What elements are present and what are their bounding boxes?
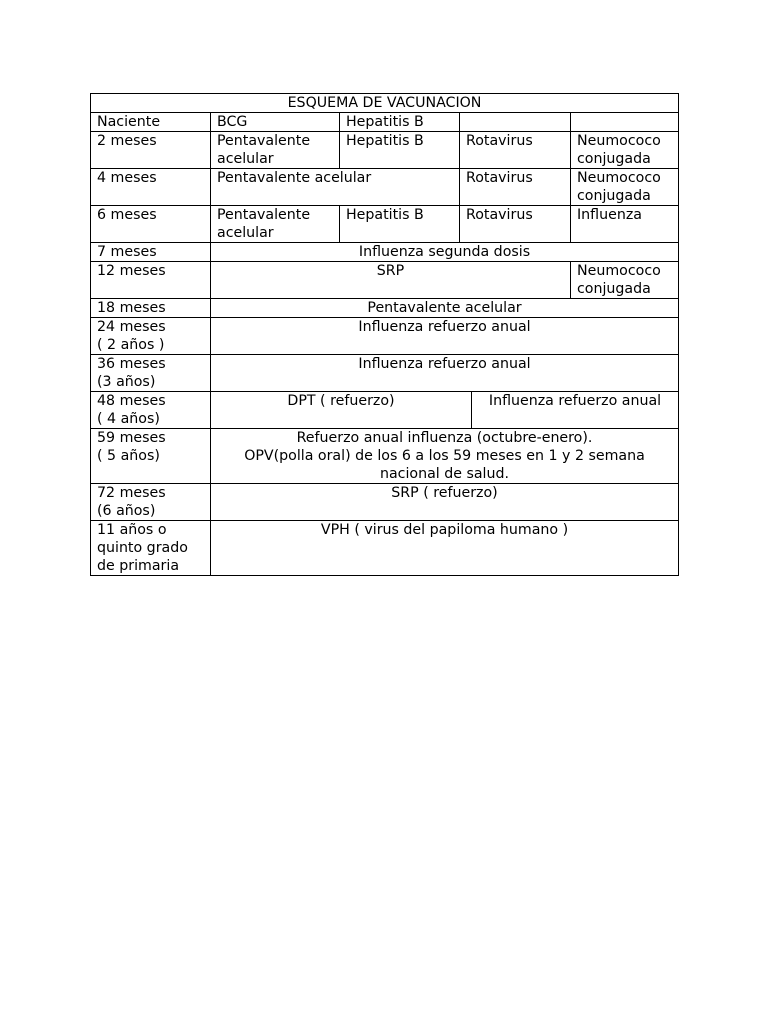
age-cell: 24 meses ( 2 años ) [91,318,211,355]
vaccine-cell [571,113,679,132]
age-cell: 72 meses (6 años) [91,484,211,521]
vaccine-cell: Pentavalente acelular [211,132,340,169]
vaccine-cell: VPH ( virus del papiloma humano ) [211,521,679,576]
vaccine-cell: BCG [211,113,340,132]
vaccination-schedule-table [90,93,679,576]
table-row [91,392,679,429]
table-row [91,318,679,355]
age-cell: 7 meses [91,243,211,262]
table-title: ESQUEMA DE VACUNACION [91,94,679,113]
table-row [91,355,679,392]
vaccine-cell: Pentavalente acelular [211,169,460,206]
age-cell: 2 meses [91,132,211,169]
vaccine-cell: Influenza refuerzo anual [211,318,679,355]
vaccine-cell: Rotavirus [460,206,571,243]
table-title-row [91,94,679,113]
age-cell: 4 meses [91,169,211,206]
vaccine-cell: Neumococo conjugada [571,169,679,206]
vaccine-cell [460,113,571,132]
table-row [91,484,679,521]
table-row [91,132,679,169]
vaccine-cell: Refuerzo anual influenza (octubre-enero). OPV(polla oral) de los 6 a los 59 meses en 1 y 2 semana nacional de salud. [211,429,679,484]
vaccine-cell: Pentavalente acelular [211,299,679,318]
age-cell: 59 meses ( 5 años) [91,429,211,484]
vaccine-cell: SRP [211,262,571,299]
vaccine-cell: Hepatitis B [340,206,460,243]
vaccine-cell: Influenza segunda dosis [211,243,679,262]
age-cell: 48 meses ( 4 años) [91,392,211,429]
vaccine-cell: Neumococo conjugada [571,262,679,299]
vaccine-cell: SRP ( refuerzo) [211,484,679,521]
table-row [91,262,679,299]
vaccine-cell: Pentavalente acelular [211,206,340,243]
vaccine-cell: Rotavirus [460,132,571,169]
vaccine-cell: Hepatitis B [340,113,460,132]
age-cell: Naciente [91,113,211,132]
vaccine-cell: Influenza refuerzo anual [211,355,679,392]
vaccine-cell: Hepatitis B [340,132,460,169]
table-row [91,243,679,262]
vaccine-cell: Neumococo conjugada [571,132,679,169]
age-cell: 36 meses (3 años) [91,355,211,392]
vaccine-cell: Influenza refuerzo anual [472,392,679,429]
age-cell: 18 meses [91,299,211,318]
vaccine-cell: Influenza [571,206,679,243]
table-row [91,206,679,243]
vaccine-cell: DPT ( refuerzo) [211,392,472,429]
age-cell: 11 años o quinto grado de primaria [91,521,211,576]
vaccine-cell: Rotavirus [460,169,571,206]
table-row [91,429,679,484]
table-row [91,113,679,132]
age-cell: 6 meses [91,206,211,243]
table-row [91,521,679,576]
table-row [91,169,679,206]
table-row [91,299,679,318]
age-cell: 12 meses [91,262,211,299]
